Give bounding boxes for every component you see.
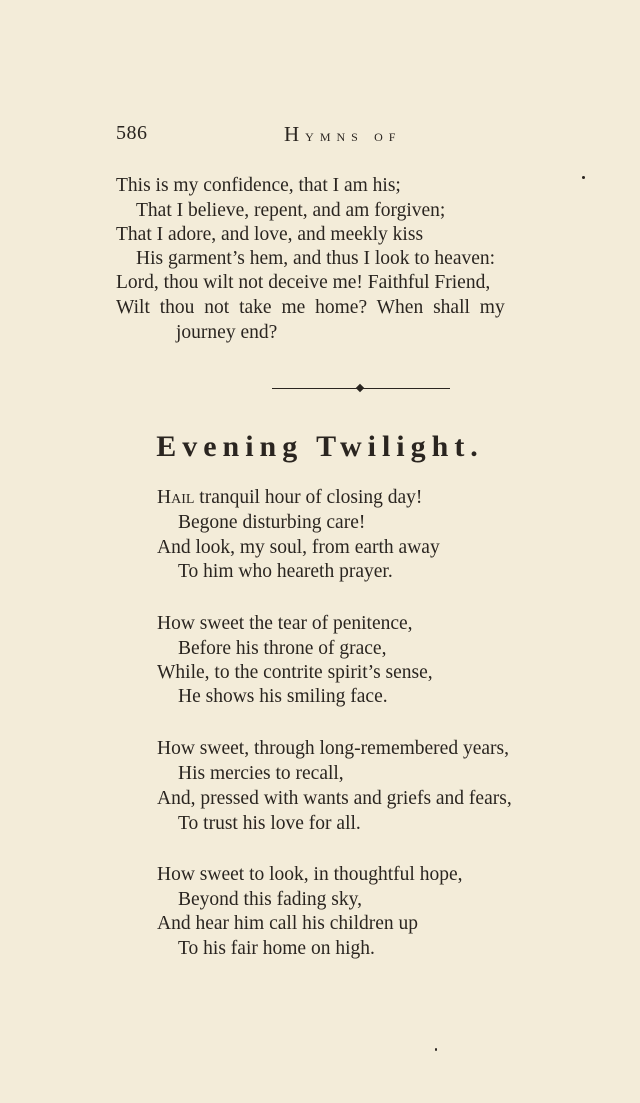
running-header bbox=[116, 122, 586, 148]
verse-line: Before his throne of grace, bbox=[178, 638, 387, 659]
verse-line: journey end? bbox=[176, 322, 278, 343]
hymn-title: Evening Twilight. bbox=[156, 430, 484, 463]
verse-line: To him who heareth prayer. bbox=[178, 561, 393, 582]
verse-line: Hail tranquil hour of closing day! bbox=[157, 487, 423, 508]
verse-line: And, pressed with wants and griefs and fears, bbox=[157, 788, 512, 809]
verse-line: That I adore, and love, and meekly kiss bbox=[116, 224, 424, 245]
verse-line: And hear him call his children up bbox=[157, 913, 419, 934]
page-number: 586 bbox=[116, 122, 148, 144]
verse-line: Begone disturbing care! bbox=[178, 512, 366, 533]
print-speck bbox=[435, 1048, 437, 1051]
diamond-ornament-icon bbox=[356, 384, 364, 392]
verse-line: And look, my soul, from earth away bbox=[157, 537, 440, 558]
verse-line: While, to the contrite spirit’s sense, bbox=[157, 662, 433, 683]
verse-line: How sweet the tear of penitence, bbox=[157, 613, 413, 634]
verse-line: To his fair home on high. bbox=[178, 938, 375, 959]
verse-line: How sweet to look, in thoughtful hope, bbox=[157, 864, 463, 885]
running-title: Hymns of bbox=[284, 122, 402, 146]
verse-line: Beyond this fading sky, bbox=[178, 889, 362, 910]
verse-line: How sweet, through long-remembered years, bbox=[157, 738, 509, 759]
verse-line: Wilt thou not take me home? When shall my bbox=[116, 297, 505, 318]
verse-line: This is my confidence, that I am his; bbox=[116, 175, 401, 196]
verse-line: Lord, thou wilt not deceive me! Faithful Friend, bbox=[116, 272, 491, 293]
section-divider bbox=[272, 386, 450, 392]
verse-line: His mercies to recall, bbox=[178, 763, 344, 784]
verse-line: That I believe, repent, and am forgiven; bbox=[136, 200, 446, 221]
print-speck bbox=[582, 176, 585, 179]
verse-line: He shows his smiling face. bbox=[178, 686, 388, 707]
verse-line: His garment’s hem, and thus I look to heaven: bbox=[136, 248, 496, 269]
verse-line: To trust his love for all. bbox=[178, 813, 361, 834]
